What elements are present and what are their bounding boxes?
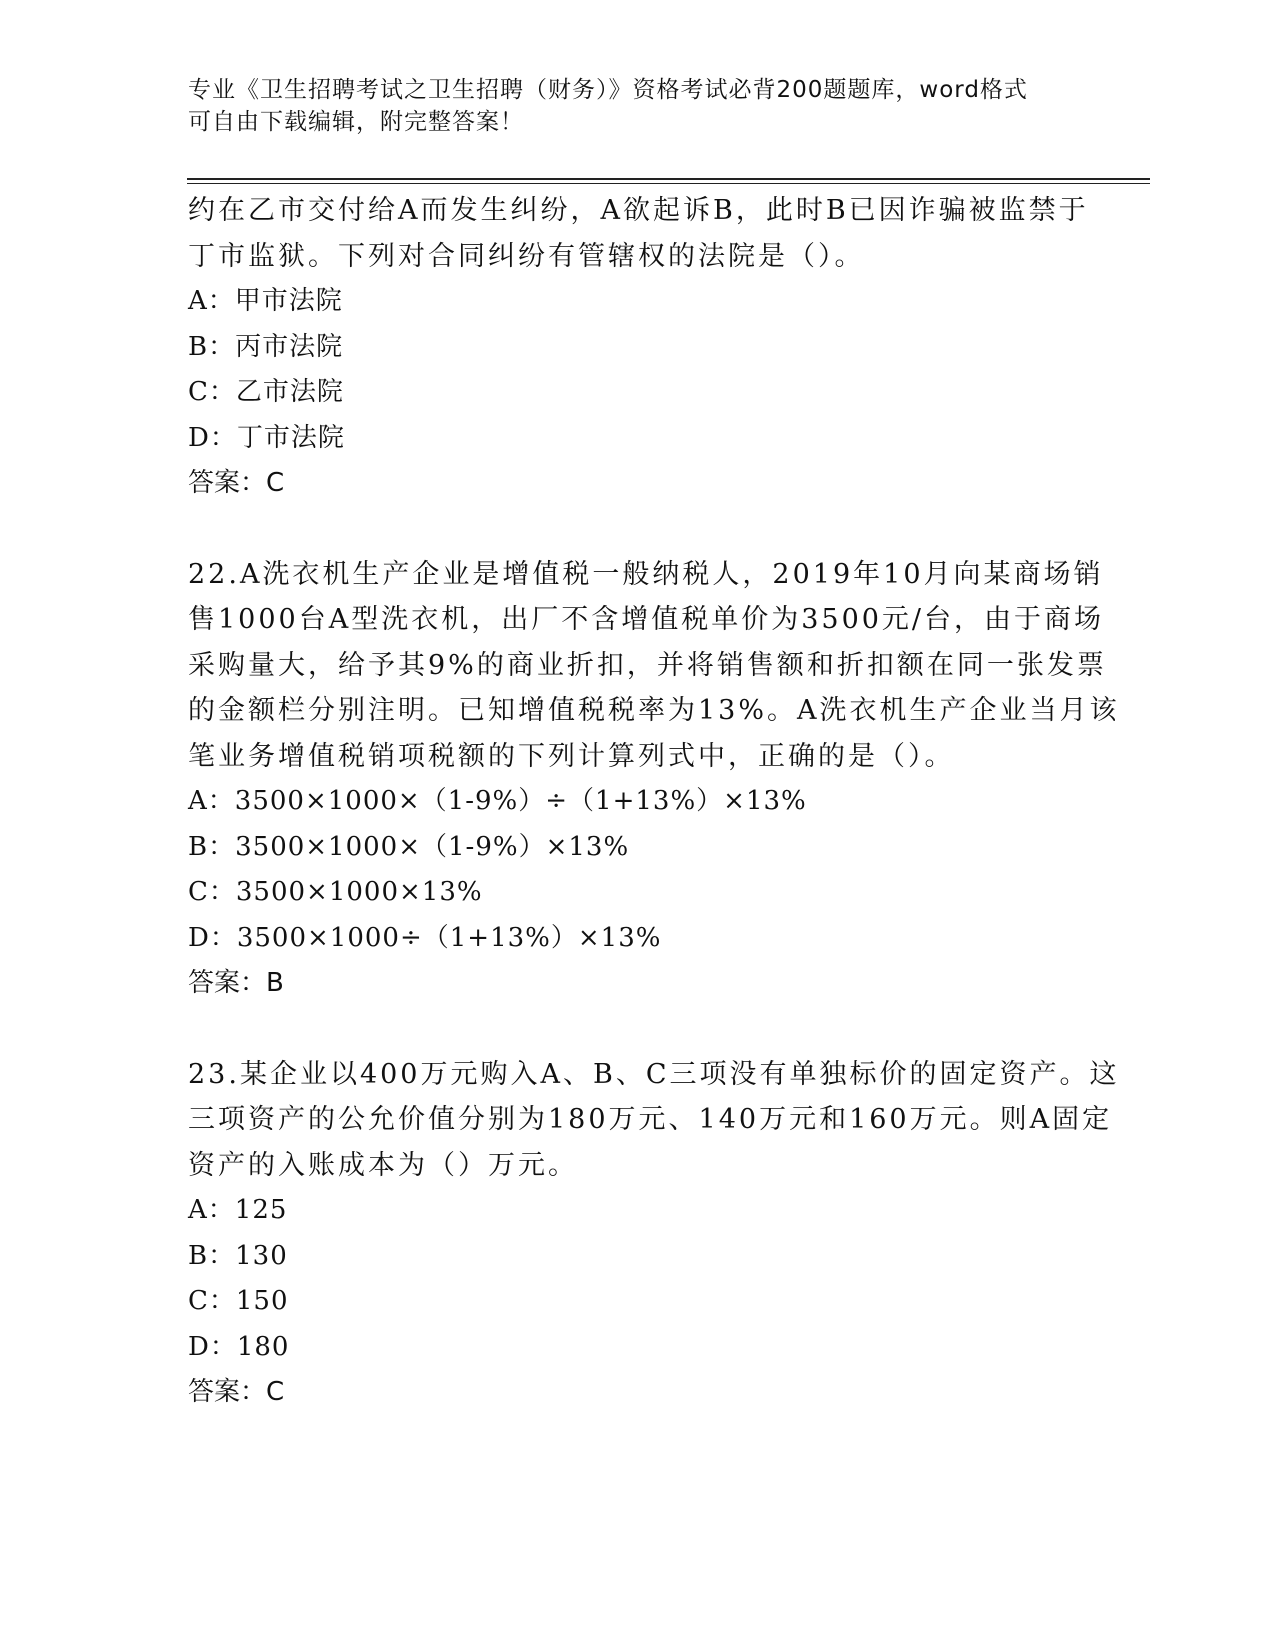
answer-label: 答案：C: [188, 1377, 285, 1407]
option-c: C：3500×1000×13%: [188, 877, 483, 907]
question-22: [188, 552, 1120, 1007]
option-b: B：3500×1000×（1-9%）×13%: [188, 831, 630, 862]
question-list: [188, 188, 1120, 1416]
answer-label: 答案：B: [188, 968, 284, 998]
question-stem-line: 三项资产的公允价值分别为180万元、140万元和160万元。则A固定: [188, 1104, 1113, 1135]
option-d: D：丁市法院: [188, 422, 345, 453]
option-c: C：150: [188, 1286, 289, 1316]
header-divider-thin: [187, 183, 1150, 184]
question-stem-line: 的金额栏分别注明。已知增值税税率为13%。A洗衣机生产企业当月该: [188, 695, 1120, 726]
question-stem-line: 22.A洗衣机生产企业是增值税一般纳税人，2019年10月向某商场销: [188, 558, 1104, 590]
header-title-line-2: 可自由下载编辑，附完整答案！: [188, 109, 524, 135]
question-23: [188, 1052, 1120, 1416]
question-stem-line: 笔业务增值税销项税额的下列计算列式中，正确的是（）。: [188, 740, 955, 772]
option-a: A：125: [188, 1195, 288, 1225]
question-stem-line: 采购量大，给予其9%的商业折扣，并将销售额和折扣额在同一张发票: [188, 649, 1107, 681]
option-c: C：乙市法院: [188, 377, 344, 407]
question-stem-line: 资产的入账成本为（）万元。: [188, 1149, 578, 1181]
header-divider-thick: [187, 178, 1150, 180]
option-a: A：3500×1000×（1-9%）÷（1+13%）×13%: [188, 786, 807, 816]
question-stem-line: 约在乙市交付给A而发生纠纷，A欲起诉B，此时B已因诈骗被监禁于: [188, 195, 1089, 226]
question-21-continued: [188, 188, 1088, 507]
question-stem-line: 售1000台A型洗衣机，出厂不含增值税单价为3500元/台，由于商场: [188, 604, 1105, 635]
option-a: A：甲市法院: [188, 286, 343, 316]
header-title-line-1: 专业《卫生招聘考试之卫生招聘（财务）》资格考试必背200题题库，word格式: [188, 77, 1028, 103]
option-b: B：丙市法院: [188, 331, 344, 362]
question-stem-line: 23.某企业以400万元购入A、B、C三项没有单独标价的固定资产。这: [188, 1058, 1120, 1090]
answer-label: 答案：C: [188, 468, 285, 498]
option-d: D：180: [188, 1331, 290, 1362]
option-b: B：130: [188, 1240, 288, 1271]
question-stem-line: 丁市监狱。下列对合同纠纷有管辖权的法院是（）。: [188, 240, 865, 272]
document-header: [188, 74, 1088, 138]
option-d: D：3500×1000÷（1+13%）×13%: [188, 922, 662, 953]
